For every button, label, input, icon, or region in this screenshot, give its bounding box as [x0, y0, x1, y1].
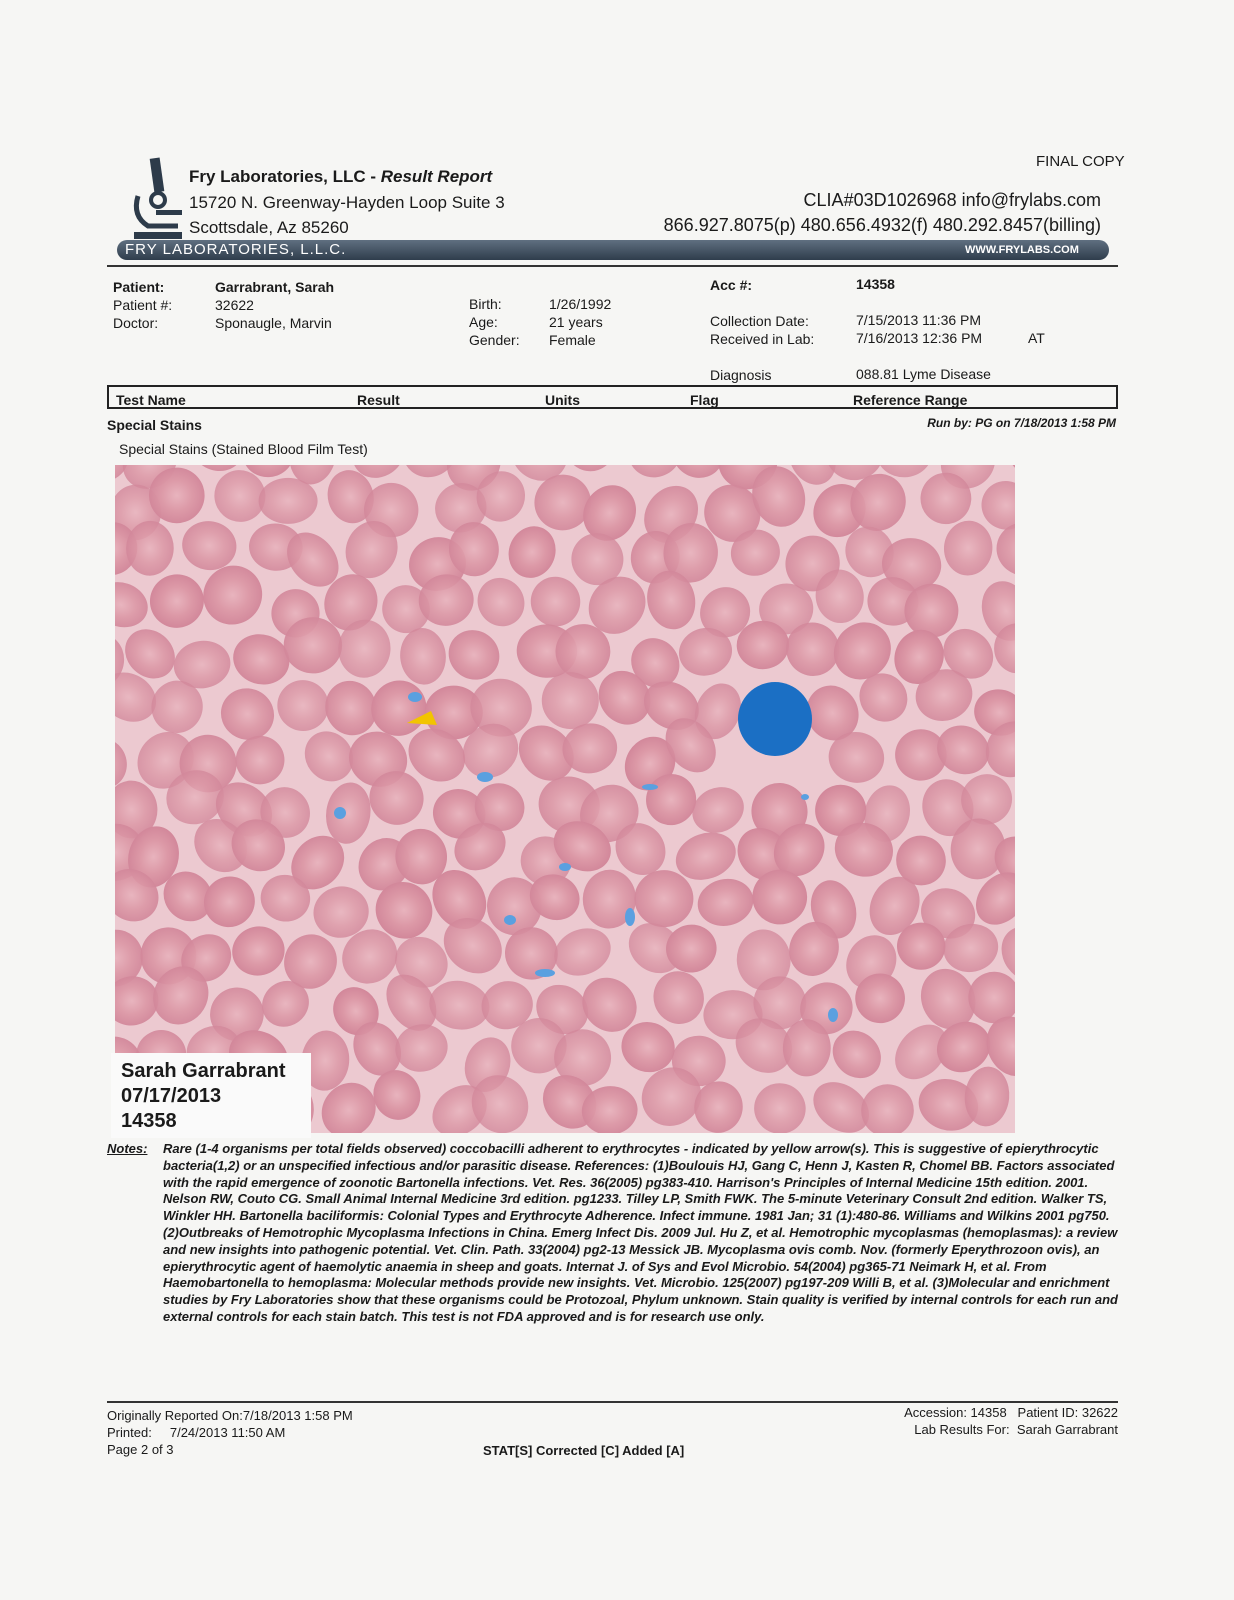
diagnosis-value: 088.81 Lyme Disease [856, 366, 991, 382]
received-value: 7/16/2013 12:36 PM [856, 330, 983, 346]
notes-label: Notes: [107, 1141, 148, 1156]
birth-label: Birth: [469, 296, 502, 312]
header-rule [107, 265, 1118, 267]
originally-reported: Originally Reported On:7/18/2013 1:58 PM [107, 1408, 353, 1423]
stamp-acc: 14358 [121, 1110, 177, 1132]
doctor-value: Sponaugle, Marvin [215, 315, 332, 331]
specimen-stamp [111, 1053, 311, 1138]
flag-legend: STAT[S] Corrected [C] Added [A] [483, 1443, 685, 1458]
received-label: Received in Lab: [710, 331, 815, 347]
section-subtitle: Special Stains (Stained Blood Film Test) [119, 441, 368, 457]
diagnosis-label: Diagnosis [710, 367, 772, 383]
final-copy-label: FINAL COPY [1036, 153, 1125, 170]
report-type: Result Report [380, 167, 493, 186]
acc-label: Acc #: [710, 277, 753, 293]
banner-lab-name: FRY LABORATORIES, L.L.C. [125, 241, 347, 258]
blood-film-micrograph [115, 465, 1015, 1133]
stamp-date: 07/17/2013 [121, 1085, 222, 1107]
stained-white-cell [738, 682, 812, 756]
col-units: Units [545, 392, 580, 408]
doctor-label: Doctor: [113, 315, 159, 331]
footer-lab-results-for: Lab Results For: Sarah Garrabrant [914, 1422, 1118, 1437]
footer-rule [107, 1401, 1118, 1403]
page-number: Page 2 of 3 [107, 1442, 174, 1457]
age-value: 21 years [549, 314, 603, 330]
collection-date-value: 7/15/2013 11:36 PM [856, 312, 982, 328]
section-title: Special Stains [107, 417, 202, 433]
run-by: Run by: PG on 7/18/2013 1:58 PM [927, 416, 1116, 430]
col-flag: Flag [690, 392, 719, 408]
gender-value: Female [549, 332, 596, 348]
received-code: AT [1028, 330, 1045, 346]
patient-number-value: 32622 [215, 297, 254, 313]
acc-value: 14358 [856, 276, 895, 292]
address-line2: Scottsdale, Az 85260 [189, 218, 349, 237]
collection-date-label: Collection Date: [710, 313, 809, 329]
patient-value: Garrabrant, Sarah [215, 279, 335, 295]
clia-email: CLIA#03D1026968 info@frylabs.com [803, 190, 1101, 210]
col-reference-range: Reference Range [853, 392, 968, 408]
red-blood-cell [259, 478, 318, 524]
stamp-name: Sarah Garrabrant [121, 1060, 286, 1082]
col-result: Result [357, 392, 400, 408]
red-blood-cell [897, 923, 945, 970]
gender-label: Gender: [469, 332, 520, 348]
patient-label: Patient: [113, 279, 165, 295]
footer-accession: Accession: 14358 Patient ID: 32622 [904, 1405, 1118, 1420]
banner-website: WWW.FRYLABS.COM [965, 244, 1079, 256]
patient-number-label: Patient #: [113, 297, 173, 313]
microscope-logo-icon [128, 156, 184, 242]
printed-date: Printed: 7/24/2013 11:50 AM [107, 1425, 286, 1440]
address-line1: 15720 N. Greenway-Hayden Loop Suite 3 [189, 193, 505, 212]
lab-name-text: Fry Laboratories, LLC - [189, 167, 381, 186]
birth-value: 1/26/1992 [549, 296, 612, 312]
age-label: Age: [469, 314, 498, 330]
col-test-name: Test Name [116, 392, 186, 408]
notes-text: Rare (1-4 organisms per total fields observed) coccobacilli adherent to erythrocytes - indicated by yellow arrow(s). This is suggestive of epierythrocytic bacteria(1,2) or an unspecified infectious and/or parasitic disease. References: (1)Boulouis HJ, Gang C, Henn J, Kasten R, Chomel BB. Factors associated with the rapid emergence of zoonotic Bartonella infections. Vet. Res. 36(2005) pg383-410. Harrison's Principles of Internal Medicine 15th edition. 2001. Nelson RW, Couto CG. Small Animal Internal Medicine 3rd edition. pg1233. Tilley LP, Smith FWK. The 5-minute Veterinary Consult 2nd edition. Walker TS, Winkler HH. Bartonella baciliformis: Colonial Types and Erythrocyte Adherence. Infect immune. 1981 Jan; 31 (1):480-86. Williams and Wilkins 2001 pg750. (2)Outbreaks of Hemotrophic Mycoplasma Infections in China. Emerg Infect Dis. 2009 Jul. Hu Z, et al. Hemotrophic mycoplasmas (hemoplasmas): a review and new insights into pathogenic potential. Vet. Clin. Path. 33(2004) pg2-13 Messick JB. Mycoplasma ovis comb. Nov. (formerly Eperythrozoon ovis), an epierythrocytic agent of haemolytic anaemia in sheep and goats. Internat J. of Sys and Evol Microbio. 54(2004) pg365-71 Neimark H, et al. From Haemobartonella to hemoplasma: Molecular methods provide new insights. Vet. Microbio. 125(2007) pg197-209 Willi B, et al. (3)Molecular and enrichment studies by Fry Laboratories show that these organisms could be Protozoal, Phylum unknown. Stain quality is verified by internal controls for each run and external controls for each stain batch. This test is not FDA approved and is for research use only. [163, 1141, 1118, 1324]
lab-name [189, 167, 492, 187]
phone-numbers: 866.927.8075(p) 480.656.4932(f) 480.292.8457(billing) [663, 215, 1101, 235]
